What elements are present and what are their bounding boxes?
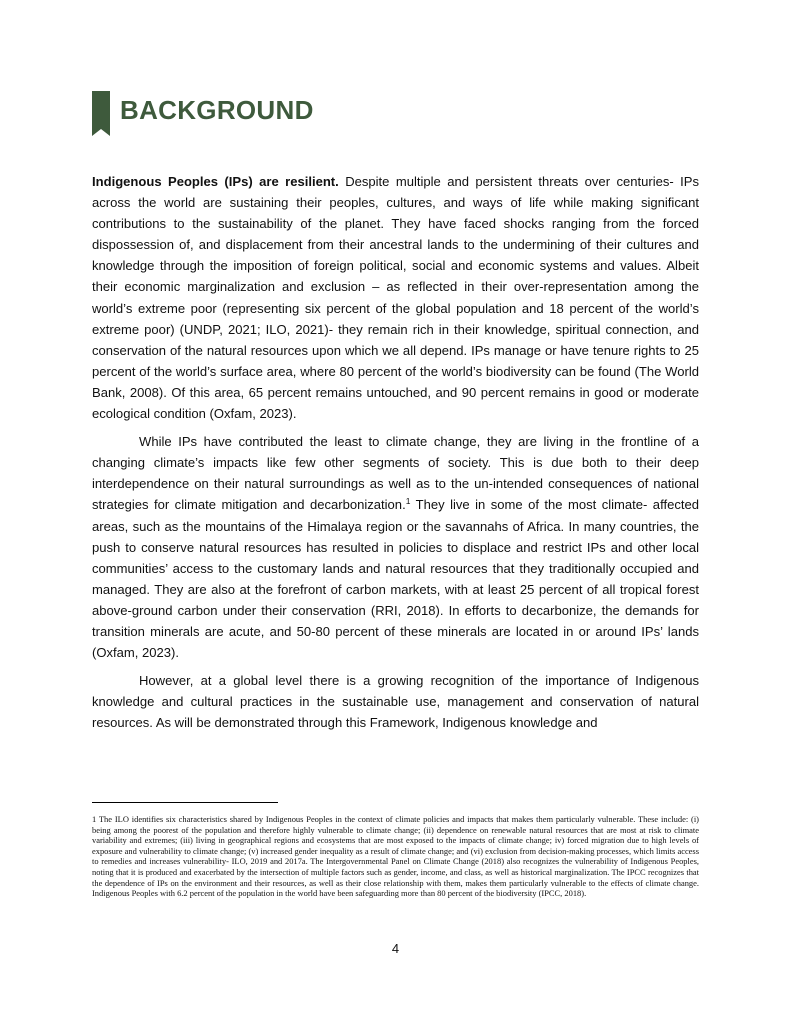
bookmark-icon (92, 91, 110, 129)
section-heading (92, 91, 314, 129)
footnote-separator (92, 802, 278, 803)
paragraph-1-text: Despite multiple and persistent threats over centuries- IPs across the world are sustaining their peoples, cultures, and ways of life while making significant contributions to the sustainability of the planet. They have faced shocks ranging from the forced dispossession of, and displacement from their ancestral lands to the undermining of their cultures and knowledge through the imposition of foreign political, social and economic systems and values. Albeit their economic marginalization and exclusion – as reflected in their over-representation among the world’s extreme poor (representing six percent of the global population and 18 percent of the world’s extreme poor) (UNDP, 2021; ILO, 2021)- they remain rich in their knowledge, spiritual connection, and conservation of the natural resources upon which we all depend. IPs manage or have tenure rights to 25 percent of the world’s surface area, where 80 percent of the world’s biodiversity can be found (The World Bank, 2008). Of this area, 65 percent remains untouched, and 90 percent remains in good or moderate ecological condition (Oxfam, 2023). (92, 174, 699, 422)
page-number: 4 (391, 941, 400, 956)
paragraph-1 (92, 171, 699, 424)
paragraph-3-text: However, at a global level there is a growing recognition of the importance of Indigenous knowledge and cultural practices in the sustainable use, management and conservation of natural resources. As will be demonstrated through this Framework, Indigenous knowledge and (92, 673, 699, 731)
body-text (92, 171, 699, 740)
paragraph-2-text-before: While IPs have contributed the least to climate change, they are living in the frontline of a changing climate’s impacts like few other segments of society. This is due both to their deep interdependence on their natural surroundings as well as to the un-intended consequences of national strategies for climate mitigation and decarbonization. (92, 434, 699, 513)
paragraph-1-lead: Indigenous Peoples (IPs) are resilient. (92, 174, 339, 189)
footnote: 1 The ILO identifies six characteristics shared by Indigenous Peoples in the context of climate policies and impacts that makes them particularly vulnerable. These include: (i) being among the poorest of the population and therefore highly vulnerable to climate change; (ii) dependence on renewable natural resources that are most at risk to climate variability and extremes; (iii) living in geographical regions and ecosystems that are most exposed to the impacts of climate change; iv) forced migration due to high levels of exposure and vulnerability to climate change; (v) increased gender inequality as a result of climate change; and (vi) exclusion from decision-making processes, which limits access to remedies and increases vulnerability- ILO, 2019 and 2017a. The Intergovernmental Panel on Climate Change (2018) also recognizes the vulnerability of Indigenous Peoples, noting that it is produced and exacerbated by the intersection of multiple factors such as gender, income, and class, as well as historical marginalization. The IPCC recognizes that the dependence of IPs on the environment and their resources, as well as their close relationship with them, makes them particularly vulnerable to the effects of climate change. Indigenous Peoples with 6.2 percent of the population in the world have been safeguarding more than 80 percent of the biodiversity (IPCC, 2018). (92, 814, 699, 899)
paragraph-3 (92, 670, 699, 733)
section-title: BACKGROUND (120, 94, 314, 125)
paragraph-2 (92, 431, 699, 663)
paragraph-2-text-after: They live in some of the most climate- affected areas, such as the mountains of the Himalaya region or the savannahs of Africa. In many countries, the push to conserve natural resources has resulted in policies to displace and restrict IPs and other local communities’ access to the customary lands and natural resources that they traditionally occupied and managed. They are also at the forefront of carbon markets, with at least 25 percent of all tropical forest above-ground carbon under their conservation (RRI, 2018). In efforts to decarbonize, the demands for transition minerals are acute, and 50-80 percent of these minerals are located in or around IPs’ lands (Oxfam, 2023). (92, 497, 699, 661)
footnote-reference[interactable]: 1 (405, 496, 411, 507)
